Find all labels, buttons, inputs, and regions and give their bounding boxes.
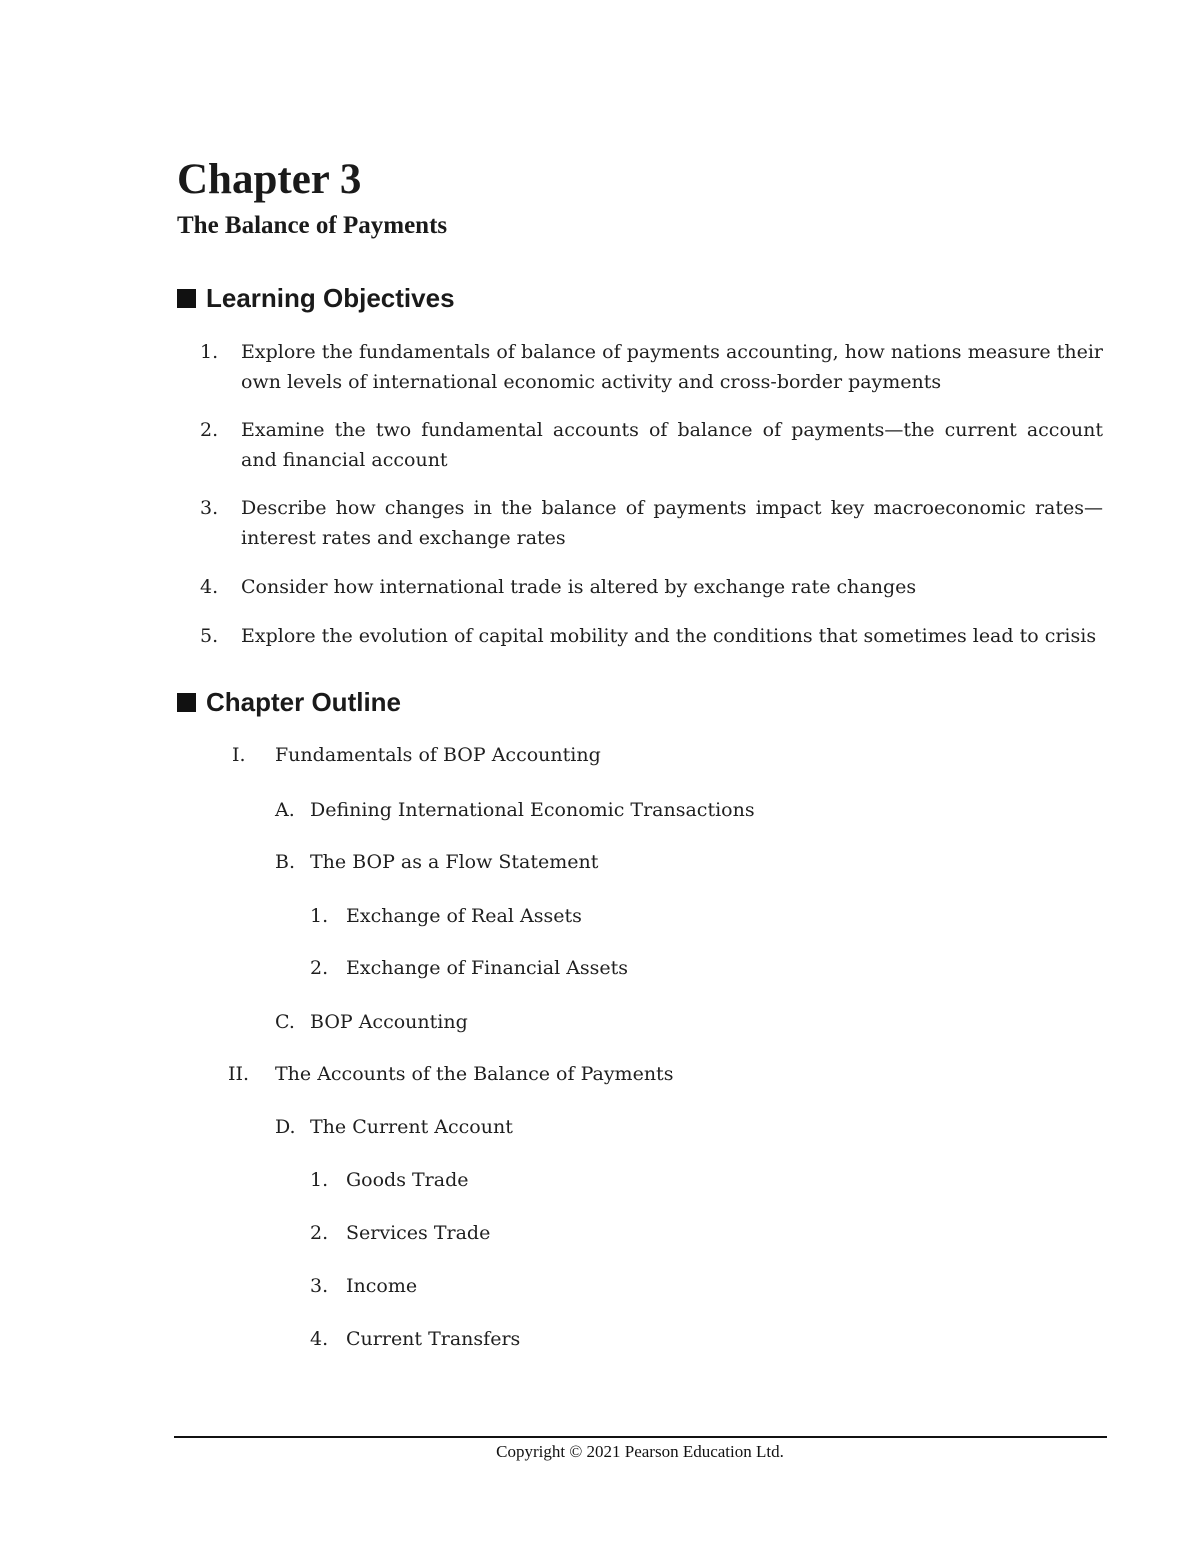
outline-marker: A. [275, 799, 295, 821]
outline-text: BOP Accounting [310, 1011, 468, 1033]
outline-text: Services Trade [346, 1222, 491, 1244]
chapter-title: Chapter 3 [177, 156, 362, 203]
outline-text: The BOP as a Flow Statement [310, 851, 599, 873]
outline-marker: 2. [310, 957, 329, 979]
outline-marker: 4. [310, 1328, 329, 1350]
outline-marker: B. [275, 851, 296, 873]
outline-text: Fundamentals of BOP Accounting [275, 744, 601, 766]
outline-marker: I. [232, 744, 246, 766]
learning-objectives-heading [177, 281, 455, 315]
square-bullet-icon [177, 693, 196, 712]
outline-marker: II. [228, 1063, 250, 1085]
chapter-outline-heading-label: Chapter Outline [206, 687, 402, 717]
objective-text: Describe how changes in the balance of payments impact key macroeconomic rates—interest rates and exchange rates [241, 497, 1103, 549]
objective-number: 3. [200, 497, 219, 519]
copyright-footer: Copyright © 2021 Pearson Education Ltd. [496, 1442, 784, 1461]
objective-number: 1. [200, 341, 219, 363]
outline-marker: D. [275, 1116, 296, 1138]
outline-text: Defining International Economic Transactions [310, 799, 755, 821]
learning-objectives-heading-label: Learning Objectives [206, 283, 455, 313]
outline-text: Exchange of Real Assets [346, 905, 582, 927]
outline-text: Goods Trade [346, 1169, 469, 1191]
outline-text: The Current Account [310, 1116, 513, 1138]
objective-number: 4. [200, 576, 219, 598]
chapter-outline-heading [177, 685, 401, 719]
outline-marker: 1. [310, 1169, 329, 1191]
outline-text: Current Transfers [346, 1328, 521, 1350]
objective-number: 2. [200, 419, 219, 441]
outline-marker: 2. [310, 1222, 329, 1244]
objective-number: 5. [200, 625, 219, 647]
outline-text: Income [346, 1275, 418, 1297]
chapter-subtitle: The Balance of Payments [177, 212, 448, 239]
footer-divider [174, 1436, 1107, 1438]
objective-text: Explore the fundamentals of balance of payments accounting, how nations measure their own levels of international economic activity and cross-border payments [241, 341, 1103, 393]
outline-text: The Accounts of the Balance of Payments [275, 1063, 674, 1085]
outline-text: Exchange of Financial Assets [346, 957, 629, 979]
objective-text: Explore the evolution of capital mobility and the conditions that sometimes lead to crisis [241, 625, 1097, 647]
outline-marker: C. [275, 1011, 295, 1033]
outline-marker: 3. [310, 1275, 329, 1297]
objective-text: Consider how international trade is altered by exchange rate changes [241, 576, 917, 598]
square-bullet-icon [177, 289, 196, 308]
objective-text: Examine the two fundamental accounts of balance of payments—the current account and financial account [241, 419, 1103, 471]
outline-marker: 1. [310, 905, 329, 927]
